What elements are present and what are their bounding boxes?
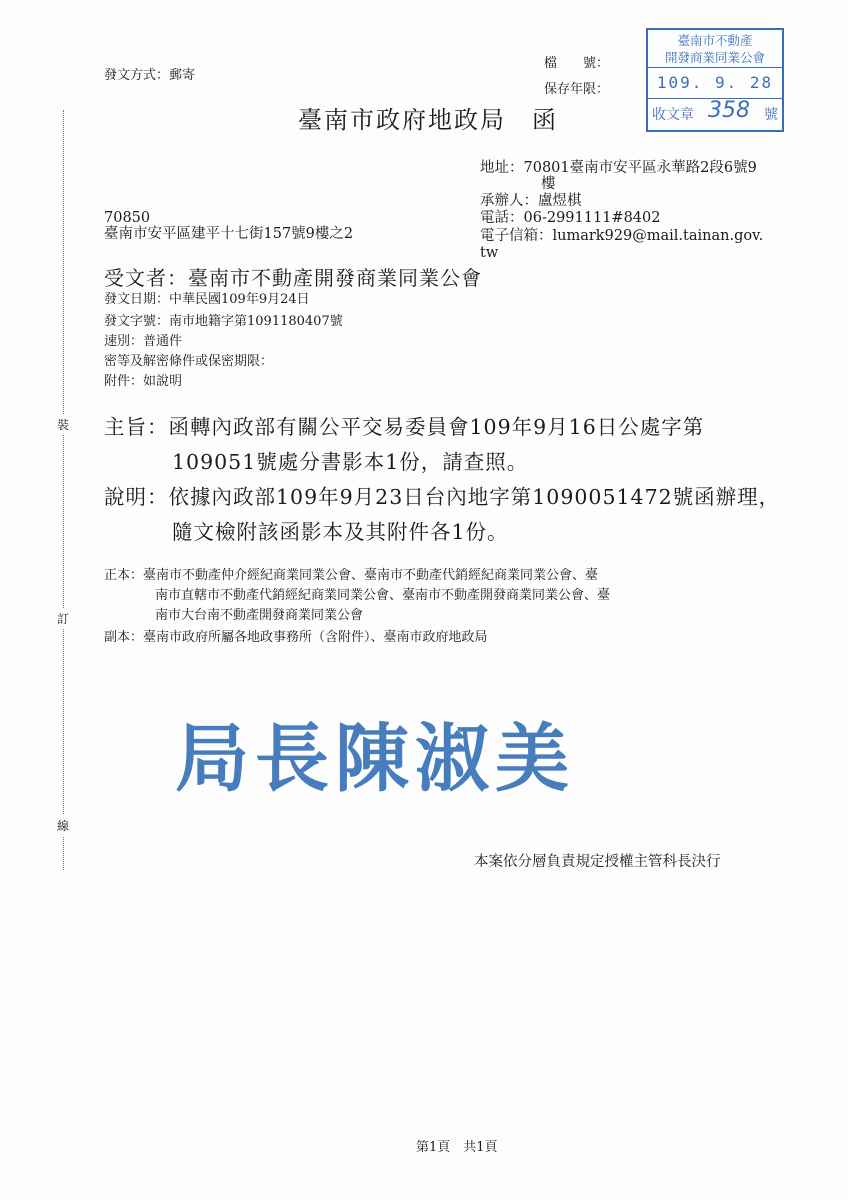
sender-email-line2: tw: [480, 245, 499, 261]
issue-date: 發文日期：中華民國109年9月24日: [104, 292, 310, 307]
delegation-note: 本案依分層負責規定授權主管科長決行: [474, 854, 721, 870]
subject-line2: 109051號處分書影本1份，請查照。: [172, 450, 529, 474]
stamp-date: 109. 9. 28: [648, 68, 782, 99]
stamp-receipt-number: 358: [708, 98, 750, 123]
explanation-line1: 說明：依據內政部109年9月23日台內地字第1090051472號函辦理，: [104, 485, 781, 509]
speed-class: 速別：普通件: [104, 334, 183, 349]
sender-email-line1: 電子信箱：lumark929@mail.tainan.gov.: [480, 228, 764, 244]
page-number: 第1頁 共1頁: [416, 1140, 498, 1155]
stamp-org: [648, 30, 782, 68]
binding-mark-top: 裝: [57, 414, 69, 435]
security-level: 密等及解密條件或保密期限：: [104, 354, 274, 369]
retention-label: 保存年限：: [544, 82, 610, 97]
sender-address-line2: 樓: [541, 176, 556, 192]
recipient-name: 受文者：臺南市不動產開發商業同業公會: [104, 266, 482, 290]
subject-line1: 主旨：函轉內政部有關公平交易委員會109年9月16日公處字第: [104, 415, 705, 439]
attachment: 附件：如說明: [104, 374, 183, 389]
send-method: 發文方式：郵寄: [104, 68, 196, 83]
director-signature: [175, 690, 595, 800]
sender-address-line1: 地址：70801臺南市安平區永華路2段6號9: [480, 160, 757, 176]
main-recipients-line2: 南市直轄市不動產代銷經紀商業同業公會、臺南市不動產開發商業同業公會、臺: [155, 588, 611, 603]
binding-line: [63, 110, 64, 870]
binding-mark-middle: 訂: [57, 608, 69, 629]
sender-handler: 承辦人：盧煜棋: [480, 193, 582, 209]
document-number: 發文字號：南市地籍字第1091180407號: [104, 314, 343, 329]
explanation-line2: 隨文檢附該函影本及其附件各1份。: [172, 520, 509, 544]
recipient-postcode: 70850: [104, 210, 151, 226]
received-stamp: [646, 28, 784, 132]
sender-phone: 電話：06-2991111#8402: [480, 210, 661, 226]
recipient-address: 臺南市安平區建平十七街157號9樓之2: [104, 226, 354, 242]
file-number-label: 檔 號：: [544, 56, 610, 71]
main-recipients-line3: 南市大台南不動產開發商業同業公會: [155, 608, 364, 623]
binding-mark-bottom: 線: [57, 815, 69, 836]
stamp-receipt-suffix: 號: [764, 107, 778, 123]
stamp-receipt: [648, 99, 782, 131]
document-title: 臺南市政府地政局 函: [298, 106, 558, 134]
signature-text: 局長陳淑美: [175, 716, 575, 802]
main-recipients-line1: 正本：臺南市不動產仲介經紀商業同業公會、臺南市不動產代銷經紀商業同業公會、臺: [104, 568, 599, 583]
stamp-receipt-label: 收文章: [652, 107, 694, 123]
stamp-org-text: 臺南市不動產 開發商業同業公會: [664, 33, 765, 65]
copy-recipients: 副本：臺南市政府所屬各地政事務所（含附件）、臺南市政府地政局: [104, 630, 488, 645]
